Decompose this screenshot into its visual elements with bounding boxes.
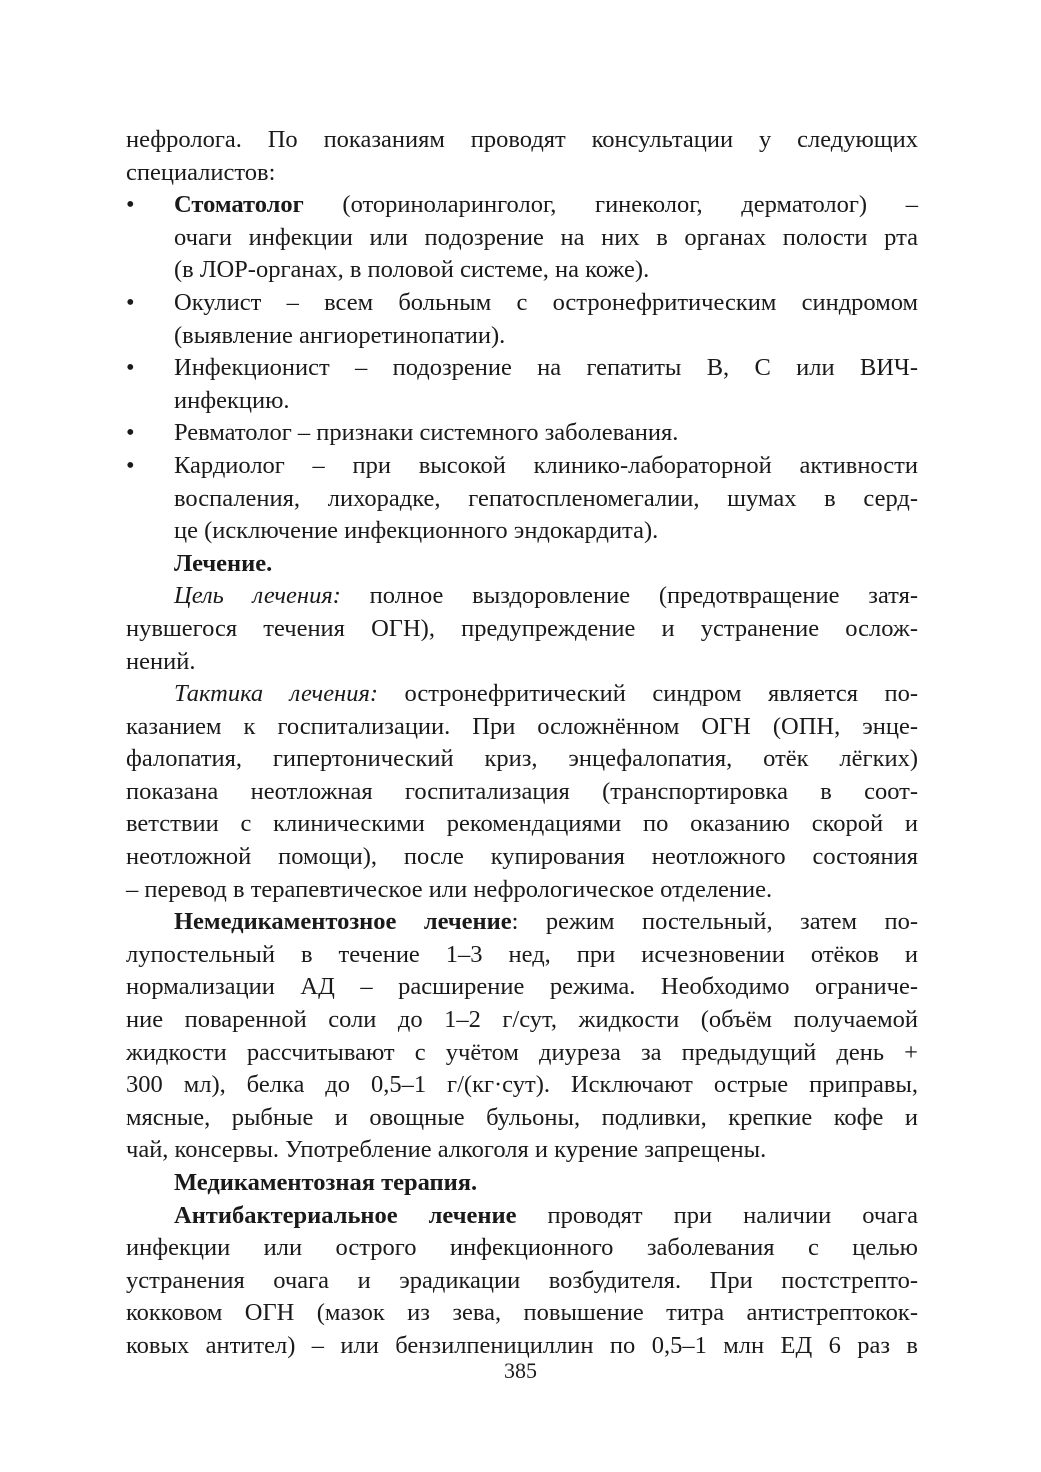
paragraph-line: ветствии с клиническими рекомендациями по оказанию скорой и <box>126 810 918 838</box>
bullet-marker: • <box>126 354 135 382</box>
list-item <box>126 189 918 287</box>
section-heading: Лечение. <box>174 549 273 577</box>
paragraph-line: неотложной помощи), после купирования неотложного состояния <box>126 843 918 871</box>
list-item-line: Кардиолог – при высокой клинико-лабораторной активности <box>174 451 918 479</box>
paragraph-line: устранения очага и эрадикации возбудителя. При постстрепто- <box>126 1266 918 1294</box>
bullet-marker: • <box>126 288 135 316</box>
paragraph-line: фалопатия, гипертонический криз, энцефалопатия, отёк лёгких) <box>126 745 918 773</box>
paragraph-line: нений. <box>126 647 196 675</box>
paragraph-line: Антибактериальное лечение проводят при наличии очага <box>174 1201 918 1229</box>
goal-label: Цель лечения: <box>174 582 341 610</box>
specialist-term: Стоматолог <box>174 191 304 219</box>
paragraph-line: чай, консервы. Употребление алкоголя и курение запрещены. <box>126 1136 767 1164</box>
list-item-line: (выявление ангиоретинопатии). <box>174 321 506 349</box>
list-item <box>126 352 918 417</box>
paragraph-line: ковых антител) – или бензилпенициллин по 0,5–1 млн ЕД 6 раз в <box>126 1331 918 1359</box>
paragraph-line: инфекции или острого инфекционного заболевания с целью <box>126 1234 918 1262</box>
list-item-line: Ревматолог – признаки системного заболевания. <box>174 419 679 447</box>
paragraph-line: казанием к госпитализации. При осложнённом ОГН (ОПН, энце- <box>126 712 918 740</box>
paragraph-line: нувшегося течения ОГН), предупреждение и устранение ослож- <box>126 614 918 642</box>
paragraph-line: специалистов: <box>126 158 276 186</box>
bullet-marker: • <box>126 419 135 447</box>
page-number: 385 <box>504 1358 537 1383</box>
paragraph-line: лупостельный в течение 1–3 нед, при исчезновении отёков и <box>126 940 918 968</box>
paragraph-line: мясные, рыбные и овощные бульоны, подливки, крепкие кофе и <box>126 1103 918 1131</box>
list-item-line: инфекцию. <box>174 386 290 414</box>
paragraph-line: жидкости рассчитывают с учётом диуреза за предыдущий день + <box>126 1038 918 1066</box>
list-item-line: Инфекционист – подозрение на гепатиты B, C или ВИЧ- <box>174 354 918 382</box>
bullet-marker: • <box>126 191 135 219</box>
list-item-line: Стоматолог (оториноларинголог, гинеколог, дерматолог) – <box>174 191 918 219</box>
paragraph-line: Цель лечения: полное выздоровление (предотвращение затя- <box>174 582 918 610</box>
list-item <box>126 417 918 450</box>
list-item-line: це (исключение инфекционного эндокардита). <box>174 517 659 545</box>
tactics-label: Тактика лечения: <box>174 680 379 708</box>
non-drug-label: Немедикаментозное лечение <box>174 908 512 936</box>
paragraph-line: Тактика лечения: остронефритический синдром является по- <box>174 680 918 708</box>
antibacterial-label: Антибактериальное лечение <box>174 1201 517 1229</box>
page-text <box>126 124 918 1363</box>
list-item-line: воспаления, лихорадке, гепатоспленомегалии, шумах в серд- <box>174 484 918 512</box>
list-item <box>126 287 918 352</box>
list-item <box>126 450 918 548</box>
list-item-line: очаги инфекции или подозрение на них в органах полости рта <box>174 223 918 251</box>
paragraph-line: показана неотложная госпитализация (транспортировка в соот- <box>126 777 918 805</box>
paragraph-line: – перевод в терапевтическое или нефрологическое отделение. <box>126 875 773 903</box>
section-heading: Медикаментозная терапия. <box>174 1169 478 1196</box>
paragraph-line: ние поваренной соли до 1–2 г/сут, жидкости (объём получаемой <box>126 1006 918 1034</box>
bullet-marker: • <box>126 451 135 479</box>
paragraph-line: нефролога. По показаниям проводят консультации у следующих <box>126 126 918 153</box>
paragraph-line: Немедикаментозное лечение: режим постельный, затем по- <box>174 908 918 936</box>
list-item-line: Окулист – всем больным с остронефритическим синдромом <box>174 288 918 316</box>
paragraph-line: кокковом ОГН (мазок из зева, повышение титра антистрептокок- <box>126 1299 918 1327</box>
list-item-line: (в ЛОР-органах, в половой системе, на коже). <box>174 256 650 284</box>
paragraph-line: 300 мл), белка до 0,5–1 г/(кг·сут). Исключают острые приправы, <box>126 1071 918 1099</box>
paragraph-line: нормализации АД – расширение режима. Необходимо ограниче- <box>126 973 918 1001</box>
